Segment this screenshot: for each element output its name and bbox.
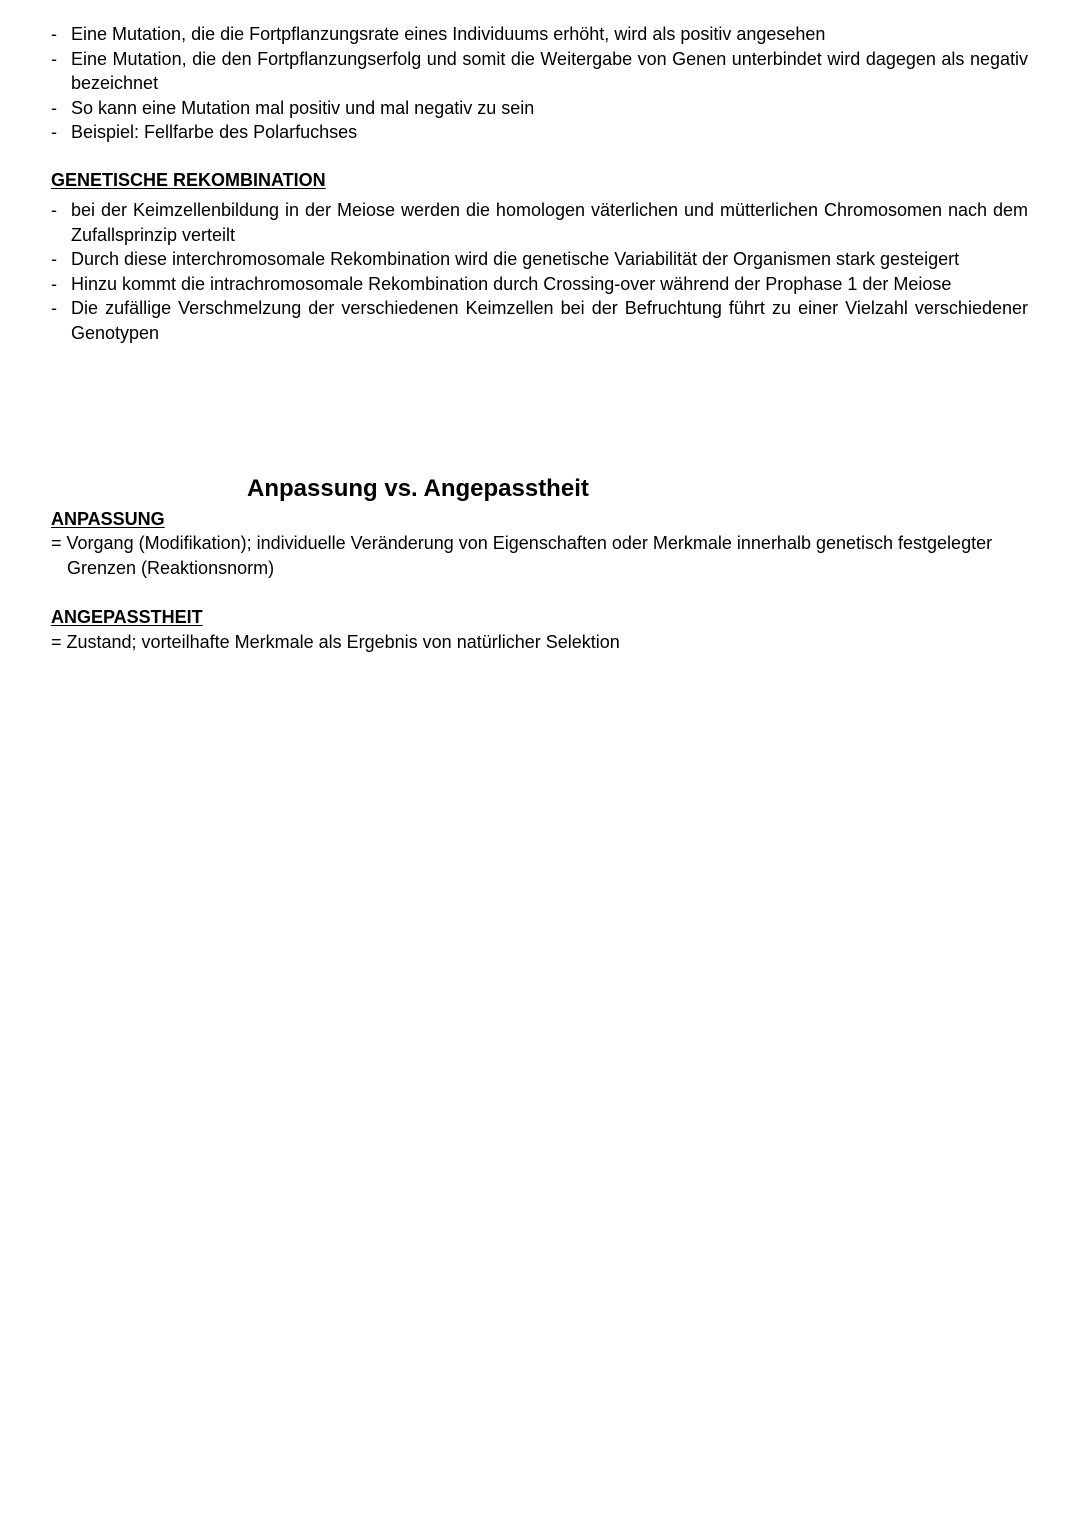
list-item [51, 198, 1028, 247]
list-item-text: Die zufällige Verschmelzung der verschiedenen Keimzellen bei der Befruchtung führt zu einer Vielzahl verschiedener Genotypen [71, 298, 1028, 343]
list-item [51, 247, 1028, 272]
angepasstheit-definition: = Zustand; vorteilhafte Merkmale als Ergebnis von natürlicher Selektion [51, 632, 620, 652]
bullet-dash: - [51, 122, 57, 142]
list-item-text: Durch diese interchromosomale Rekombination wird die genetische Variabilität der Organismen stark gesteigert [71, 249, 960, 269]
section-title: Anpassung vs. Angepasstheit [247, 475, 589, 502]
list-item [51, 96, 1028, 121]
list-item [51, 22, 1028, 47]
list-item-text: Hinzu kommt die intrachromosomale Rekombination durch Crossing-over während der Prophase 1 der Meiose [71, 273, 952, 294]
bullet-dash: - [51, 298, 57, 318]
angepasstheit-heading: ANGEPASSTHEIT [51, 607, 203, 627]
bullet-dash: - [51, 97, 57, 118]
rekombination-bullet-list [51, 198, 1028, 345]
list-item [51, 272, 1028, 297]
list-item-text: Eine Mutation, die den Fortpflanzungserfolg und somit die Weitergabe von Genen unterbindet wird dagegen als negativ bezeichnet [71, 48, 1028, 93]
list-item-text: So kann eine Mutation mal positiv und mal negativ zu sein [71, 97, 535, 118]
list-item-text: Beispiel: Fellfarbe des Polarfuchses [71, 122, 358, 142]
genetische-rekombination-heading: GENETISCHE REKOMBINATION [51, 170, 326, 190]
list-item-text: Eine Mutation, die die Fortpflanzungsrate eines Individuums erhöht, wird als positiv angesehen [71, 24, 826, 44]
bullet-dash: - [51, 273, 57, 294]
bullet-dash: - [51, 249, 57, 269]
list-item [51, 120, 1028, 145]
anpassung-definition: = Vorgang (Modifikation); individuelle Veränderung von Eigenschaften oder Merkmale innerhalb genetisch festgelegter Grenzen (Reaktionsnorm) [51, 533, 993, 578]
bullet-dash: - [51, 200, 57, 220]
mutation-bullet-list [51, 22, 1028, 145]
anpassung-heading: ANPASSUNG [51, 509, 165, 529]
list-item [51, 47, 1028, 96]
list-item-text: bei der Keimzellenbildung in der Meiose werden die homologen väterlichen und mütterlichen Chromosomen nach dem Zufallsprinzip verteilt [71, 200, 1028, 245]
list-item [51, 296, 1028, 345]
bullet-dash: - [51, 48, 57, 69]
bullet-dash: - [51, 24, 57, 44]
